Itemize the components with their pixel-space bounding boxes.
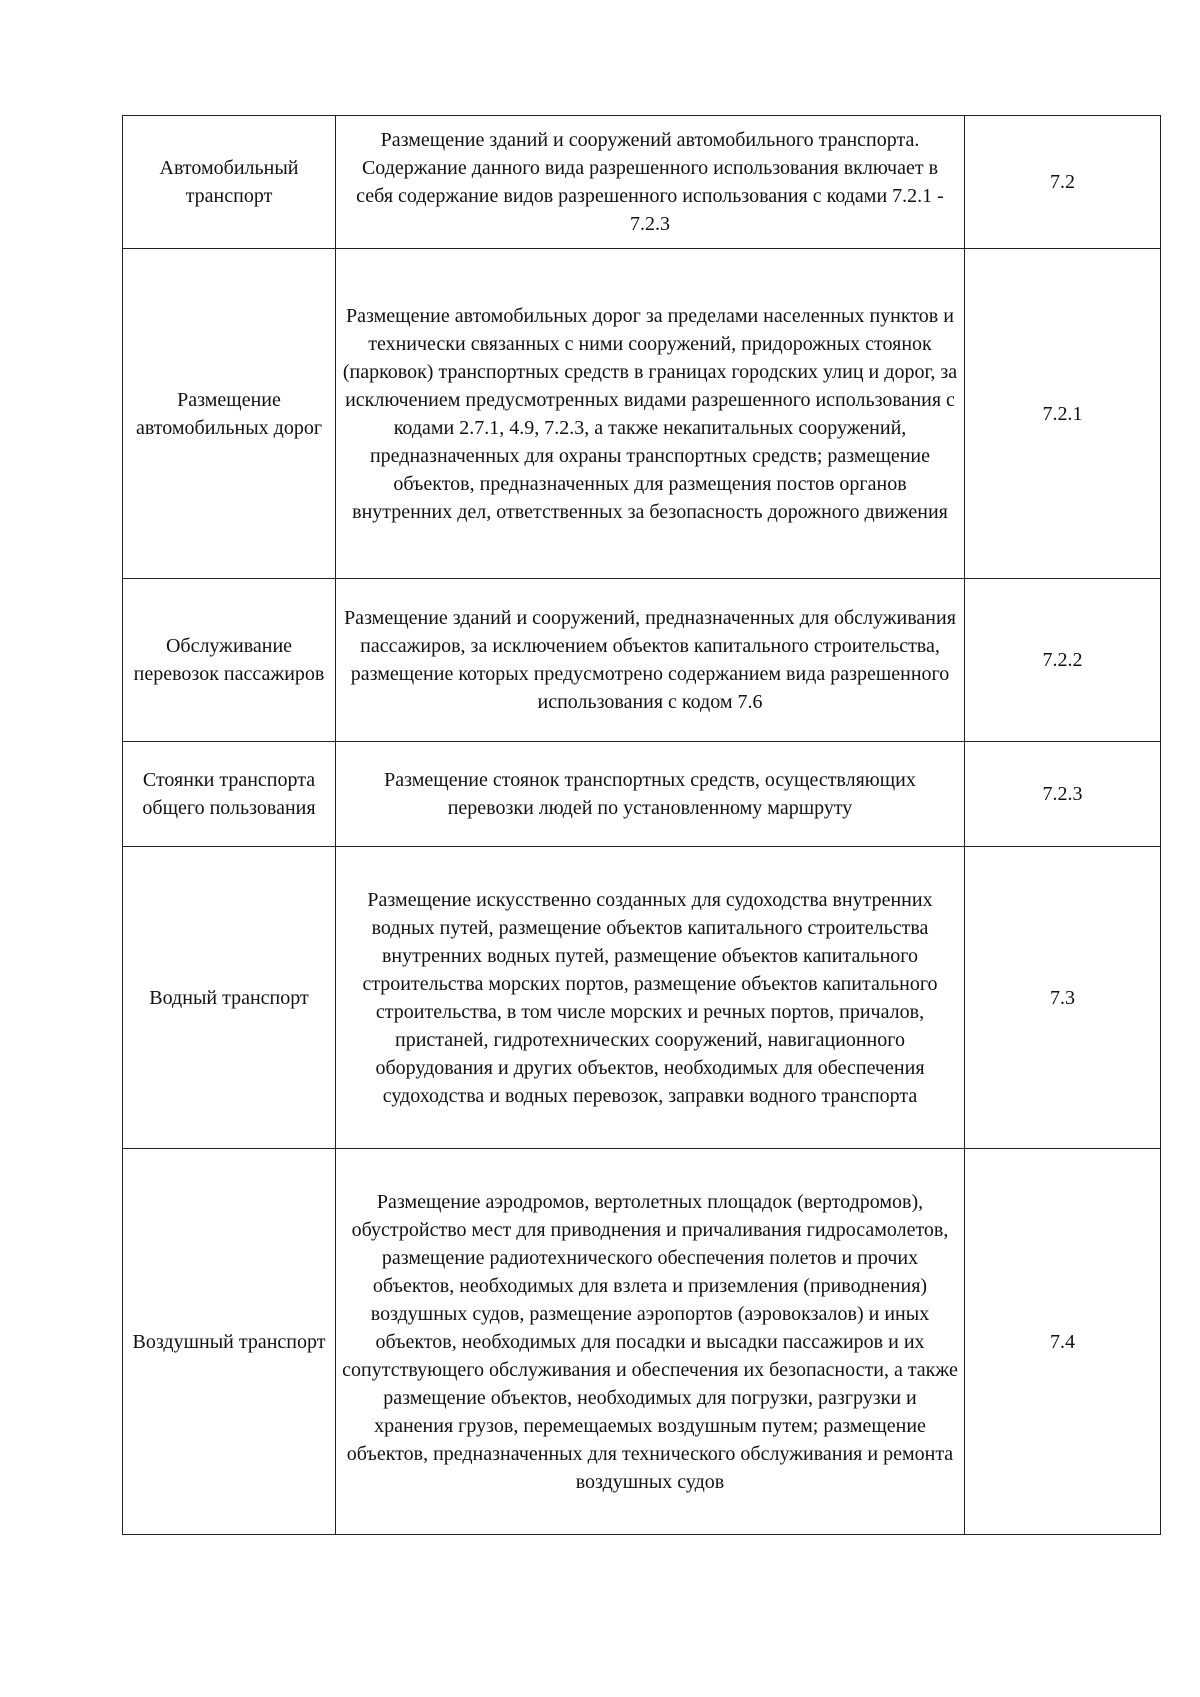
use-code-cell: 7.2.2 <box>965 579 1161 742</box>
use-description-cell: Размещение искусственно созданных для судоходства внутренних водных путей, размещение объектов капитального строительства внутренних водных путей, размещение объектов капитального строительства морских портов, размещение объектов капитального строительства, в том числе морских и речных портов, причалов, пристаней, гидротехнических сооружений, навигационного оборудования и других объектов, необходимых для обеспечения судоходства и водных перевозок, заправки водного транспорта <box>336 847 965 1149</box>
use-code-cell: 7.3 <box>965 847 1161 1149</box>
use-description-cell: Размещение зданий и сооружений автомобильного транспорта. Содержание данного вида разрешенного использования включает в себя содержание видов разрешенного использования с кодами 7.2.1 - 7.2.3 <box>336 116 965 249</box>
use-description-cell: Размещение стоянок транспортных средств, осуществляющих перевозки людей по установленному маршруту <box>336 742 965 847</box>
table-row <box>123 116 1161 249</box>
table-row <box>123 742 1161 847</box>
use-name-cell: Воздушный транспорт <box>123 1149 336 1535</box>
use-description-cell: Размещение зданий и сооружений, предназначенных для обслуживания пассажиров, за исключением объектов капитального строительства, размещение которых предусмотрено содержанием вида разрешенного использования с кодом 7.6 <box>336 579 965 742</box>
use-name-cell: Размещение автомобильных дорог <box>123 249 336 579</box>
table-row <box>123 249 1161 579</box>
table-row <box>123 1149 1161 1535</box>
use-name-cell: Автомобильный транспорт <box>123 116 336 249</box>
use-name-cell: Стоянки транспорта общего пользования <box>123 742 336 847</box>
use-code-cell: 7.4 <box>965 1149 1161 1535</box>
use-code-cell: 7.2.3 <box>965 742 1161 847</box>
use-code-cell: 7.2 <box>965 116 1161 249</box>
use-code-cell: 7.2.1 <box>965 249 1161 579</box>
table-row <box>123 847 1161 1149</box>
use-name-cell: Водный транспорт <box>123 847 336 1149</box>
use-name-cell: Обслуживание перевозок пассажиров <box>123 579 336 742</box>
table-row <box>123 579 1161 742</box>
land-use-table <box>122 115 1161 1535</box>
use-description-cell: Размещение автомобильных дорог за пределами населенных пунктов и технически связанных с ними сооружений, придорожных стоянок (парковок) транспортных средств в границах городских улиц и дорог, за исключением предусмотренных видами разрешенного использования с кодами 2.7.1, 4.9, 7.2.3, а также некапитальных сооружений, предназначенных для охраны транспортных средств; размещение объектов, предназначенных для размещения постов органов внутренних дел, ответственных за безопасность дорожного движения <box>336 249 965 579</box>
use-description-cell: Размещение аэродромов, вертолетных площадок (вертодромов), обустройство мест для приводнения и причаливания гидросамолетов, размещение радиотехнического обеспечения полетов и прочих объектов, необходимых для взлета и приземления (приводнения) воздушных судов, размещение аэропортов (аэровокзалов) и иных объектов, необходимых для посадки и высадки пассажиров и их сопутствующего обслуживания и обеспечения их безопасности, а также размещение объектов, необходимых для погрузки, разгрузки и хранения грузов, перемещаемых воздушным путем; размещение объектов, предназначенных для технического обслуживания и ремонта воздушных судов <box>336 1149 965 1535</box>
